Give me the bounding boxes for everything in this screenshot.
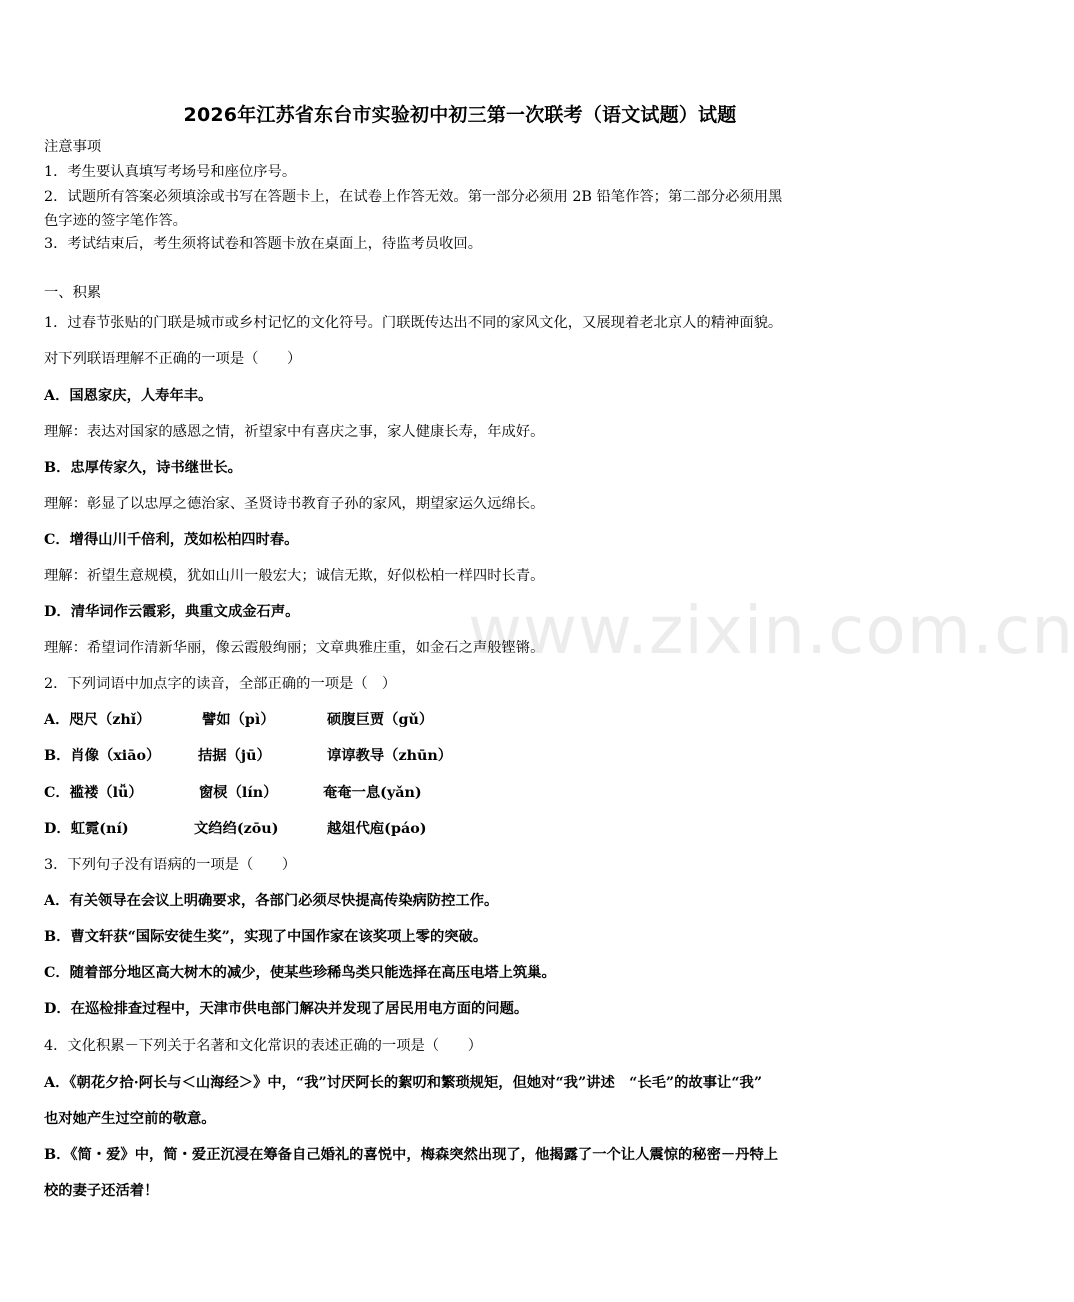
q2-b-word-1: B．肖像（xiāo） (44, 748, 161, 764)
q3-option-b: B．曹文轩获“国际安徒生奖”，实现了中国作家在该奖项上零的突破。 (44, 929, 488, 945)
q1-option-a: A．国恩家庆，人寿年丰。 (44, 388, 213, 404)
q1-explanation-d: 理解：希望词作清新华丽，像云霞般绚丽；文章典雅庄重，如金石之声般铿锵。 (44, 640, 545, 656)
q1-option-d: D．清华词作云霞彩，典重文成金石声。 (44, 604, 300, 620)
q4-option-a-cont: 也对她产生过空前的敬意。 (44, 1111, 216, 1127)
q3-option-c: C．随着部分地区高大树木的减少，使某些珍稀鸟类只能选择在高压电塔上筑巢。 (44, 965, 556, 981)
q2-a-word-3: 硕腹巨贾（gǔ） (327, 712, 434, 728)
q3-option-a: A．有关领导在会议上明确要求，各部门必须尽快提高传染病防控工作。 (44, 893, 499, 909)
q4-option-b: B．《简・爱》中，简・爱正沉浸在筹备自己婚礼的喜悦中，梅森突然出现了，他揭露了一个让人震惊的秘密－丹特上 (44, 1147, 779, 1163)
q1-stem: 1．过春节张贴的门联是城市或乡村记忆的文化符号。门联既传达出不同的家风文化，又展现着老北京人的精神面貌。 (44, 315, 783, 331)
section-heading: 一、积累 (44, 285, 102, 301)
q2-option-b (44, 746, 884, 766)
page-title: 2026年江苏省东台市实验初中初三第一次联考（语文试题）试题 (183, 104, 737, 126)
q2-b-word-3: 谆谆教导（zhūn） (327, 748, 453, 764)
q2-option-a (44, 710, 884, 730)
notes-item-1: 1．考生要认真填写考场号和座位序号。 (44, 164, 297, 180)
q3-option-d: D．在巡检排查过程中，天津市供电部门解决并发现了居民用电方面的问题。 (44, 1001, 529, 1017)
q2-a-word-2: 譬如（pì） (202, 712, 275, 728)
notes-item-2: 2．试题所有答案必须填涂或书写在答题卡上，在试卷上作答无效。第一部分必须用 2B 铅笔作答；第二部分必须用黑 (44, 189, 783, 205)
q2-a-word-1: A．咫尺（zhǐ） (44, 712, 151, 728)
q2-stem: 2．下列词语中加点字的读音，全部正确的一项是（ ） (44, 676, 397, 692)
q2-c-word-3: 奄奄一息(yǎn) (323, 785, 422, 801)
q2-d-word-2: 文绉绉(zōu) (194, 821, 279, 837)
q4-option-a: A．《朝花夕拾·阿长与＜山海经＞》中，“我”讨厌阿长的絮叨和繁琐规矩，但她对“我”讲述 “长毛”的故事让“我” (44, 1075, 763, 1091)
q1-explanation-c: 理解：祈望生意规模，犹如山川一般宏大；诚信无欺，好似松柏一样四时长青。 (44, 568, 545, 584)
q2-option-c (44, 783, 884, 803)
q1-ask: 对下列联语理解不正确的一项是（ ） (44, 351, 302, 367)
q4-option-b-cont: 校的妻子还活着！ (44, 1183, 159, 1199)
q2-c-word-1: C．褴褛（lǚ） (44, 785, 143, 801)
notes-item-2-cont: 色字迹的签字笔作答。 (44, 213, 187, 229)
notes-item-3: 3．考试结束后，考生须将试卷和答题卡放在桌面上，待监考员收回。 (44, 236, 482, 252)
notes-heading: 注意事项 (44, 139, 102, 155)
q2-option-d (44, 819, 884, 839)
watermark: www.zixin.com.cn (468, 592, 1074, 669)
q2-d-word-3: 越俎代庖(páo) (327, 821, 427, 837)
q2-c-word-2: 窗棂（lín） (199, 785, 278, 801)
q4-stem: 4．文化积累－下列关于名著和文化常识的表述正确的一项是（ ） (44, 1038, 482, 1054)
q2-b-word-2: 拮据（jū） (198, 748, 271, 764)
q3-stem: 3．下列句子没有语病的一项是（ ） (44, 857, 297, 873)
q2-d-word-1: D．虹霓(ní) (44, 821, 129, 837)
q1-option-c: C．增得山川千倍利，茂如松柏四时春。 (44, 532, 299, 548)
q1-option-b: B．忠厚传家久，诗书继世长。 (44, 460, 242, 476)
q1-explanation-b: 理解：彰显了以忠厚之德治家、圣贤诗书教育子孙的家风，期望家运久远绵长。 (44, 496, 545, 512)
q1-explanation-a: 理解：表达对国家的感恩之情，祈望家中有喜庆之事，家人健康长寿，年成好。 (44, 424, 545, 440)
